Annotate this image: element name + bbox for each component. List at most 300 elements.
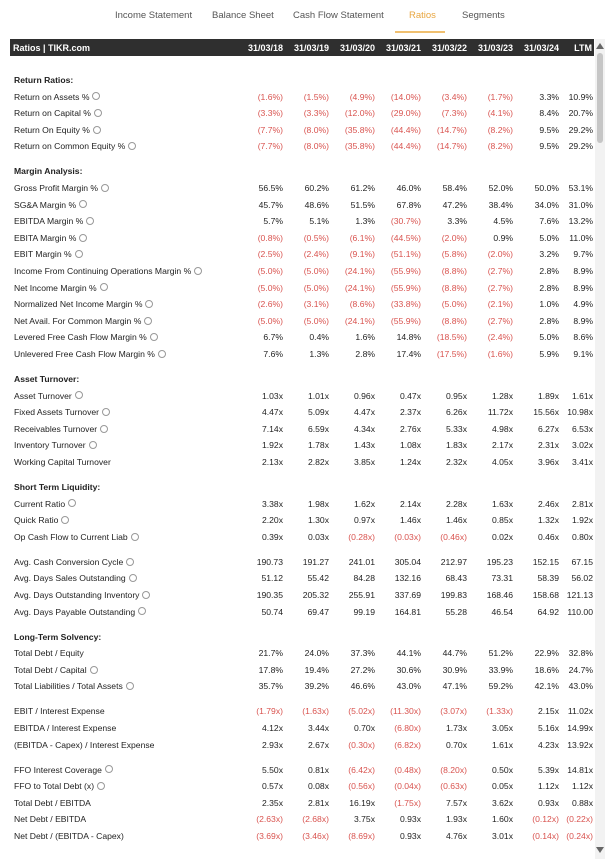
table-cell: 99.19 xyxy=(353,606,375,617)
table-cell: 4.05x xyxy=(491,457,513,467)
table-cell: 152.15 xyxy=(532,556,559,567)
table-cell: 2.28x xyxy=(445,498,467,509)
table-row xyxy=(10,263,594,279)
info-icon[interactable] xyxy=(145,300,153,308)
table-cell: 17.4% xyxy=(396,349,421,359)
table-cell: 45.7% xyxy=(258,199,283,210)
table-cell: (3.69x) xyxy=(256,831,283,841)
section-header xyxy=(10,163,594,179)
table-cell: 3.62x xyxy=(491,797,513,808)
table-cell: 0.9% xyxy=(493,232,513,243)
table-cell: 2.20x xyxy=(261,515,283,526)
table-cell: 2.8% xyxy=(539,315,559,326)
table-cell: 1.92x xyxy=(571,515,593,526)
table-cell: 39.2% xyxy=(304,681,329,692)
table-cell: (8.69x) xyxy=(348,831,375,841)
table-cell: 1.03x xyxy=(261,390,283,401)
info-icon[interactable] xyxy=(126,682,134,690)
metric-label: Net Income Margin % xyxy=(14,283,108,293)
table-cell: 30.9% xyxy=(442,664,467,675)
table-cell: (24.1%) xyxy=(344,266,375,276)
table-cell: 2.67x xyxy=(307,739,329,750)
section-header xyxy=(10,479,594,495)
metric-label: Levered Free Cash Flow Margin % xyxy=(14,332,158,342)
info-icon[interactable] xyxy=(79,200,87,208)
table-cell: (2.7%) xyxy=(487,266,513,276)
table-row xyxy=(10,346,594,362)
metric-label: Return on Common Equity % xyxy=(14,141,136,151)
metric-label: Return On Equity % xyxy=(14,125,101,135)
info-icon[interactable] xyxy=(92,92,100,100)
table-cell: 10.98x xyxy=(567,407,593,418)
metric-label: Quick Ratio xyxy=(14,515,69,525)
table-cell: 44.1% xyxy=(396,648,421,659)
metric-label: Total Debt / EBITDA xyxy=(14,797,91,808)
table-cell: 18.6% xyxy=(534,664,559,675)
table-cell: 59.2% xyxy=(488,681,513,692)
info-icon[interactable] xyxy=(105,765,113,773)
table-cell: (3.1%) xyxy=(303,299,329,310)
table-cell: (2.7%) xyxy=(487,282,513,293)
info-icon[interactable] xyxy=(68,499,76,507)
section-header xyxy=(10,629,594,645)
statement-tabs xyxy=(0,0,607,36)
table-cell: 2.37x xyxy=(399,407,421,418)
table-cell: (0.28x) xyxy=(348,531,375,542)
table-cell: 0.85x xyxy=(491,515,513,526)
table-cell: (44.4%) xyxy=(390,141,421,152)
info-icon[interactable] xyxy=(138,607,146,615)
table-cell: 11.0% xyxy=(569,232,593,243)
info-icon[interactable] xyxy=(101,184,109,192)
table-cell: (8.6%) xyxy=(349,299,375,310)
table-cell: 43.0% xyxy=(396,681,421,692)
table-cell: 3.3% xyxy=(447,216,467,227)
table-cell: 50.74 xyxy=(261,606,283,617)
table-cell: (8.2%) xyxy=(487,124,513,135)
table-cell: (5.0%) xyxy=(303,266,329,276)
metric-label: Working Capital Turnover xyxy=(14,457,111,467)
table-cell: 190.35 xyxy=(256,590,283,600)
table-cell: 53.1% xyxy=(568,183,593,193)
table-cell: (9.1%) xyxy=(349,249,375,260)
table-cell: 14.8% xyxy=(396,332,421,343)
table-cell: 0.81x xyxy=(307,764,329,775)
table-cell: 255.91 xyxy=(348,590,375,600)
table-row xyxy=(10,421,594,437)
table-cell: 0.93x xyxy=(399,831,421,841)
metric-label: EBIT / Interest Expense xyxy=(14,706,105,717)
metric-label: FFO to Total Debt (x) xyxy=(14,781,105,791)
table-cell: 3.3% xyxy=(539,91,559,102)
table-cell: 132.16 xyxy=(394,573,421,584)
table-cell: 27.2% xyxy=(350,664,375,675)
metric-label: Current Ratio xyxy=(14,499,76,509)
table-cell: (51.1%) xyxy=(390,249,421,260)
table-cell: 1.3% xyxy=(355,216,375,227)
table-cell: 2.76x xyxy=(399,423,421,434)
table-cell: 191.27 xyxy=(302,556,329,567)
table-cell: 3.85x xyxy=(353,457,375,467)
table-cell: (5.02x) xyxy=(348,706,375,717)
period-header: 31/03/24 xyxy=(523,43,559,53)
table-cell: 2.14x xyxy=(399,498,421,509)
table-cell: (6.82x) xyxy=(394,739,421,750)
table-cell: (0.04x) xyxy=(394,781,421,792)
table-cell: (55.9%) xyxy=(390,315,421,326)
table-row xyxy=(10,645,594,661)
table-cell: (11.30x) xyxy=(390,706,421,717)
table-cell: 0.57x xyxy=(261,781,283,792)
info-icon[interactable] xyxy=(129,574,137,582)
table-cell: (0.14x) xyxy=(532,831,559,841)
table-cell: (2.0%) xyxy=(487,249,513,260)
table-cell: 69.47 xyxy=(307,606,329,617)
table-row xyxy=(10,313,594,329)
table-cell: 168.46 xyxy=(486,590,513,600)
table-cell: 0.39x xyxy=(261,531,283,542)
table-cell: 2.17x xyxy=(491,440,513,451)
tab-balance-sheet[interactable]: Balance Sheet xyxy=(212,10,274,21)
metric-label: Net Avail. For Common Margin % xyxy=(14,316,152,326)
table-cell: 29.2% xyxy=(568,124,593,135)
metric-label: Op Cash Flow to Current Liab xyxy=(14,532,139,542)
table-cell: 3.01x xyxy=(491,831,513,841)
table-cell: 1.28x xyxy=(491,390,513,401)
table-cell: 3.44x xyxy=(307,723,329,733)
table-cell: 3.75x xyxy=(353,814,375,825)
table-header xyxy=(10,39,594,56)
table-cell: 1.12x xyxy=(571,781,593,792)
table-cell: (3.3%) xyxy=(303,108,329,119)
table-cell: 4.12x xyxy=(261,723,283,733)
table-cell: 4.34x xyxy=(353,423,375,434)
table-row xyxy=(10,604,594,620)
table-cell: 0.93x xyxy=(399,814,421,825)
table-cell: 67.8% xyxy=(396,199,421,210)
table-cell: 46.54 xyxy=(491,606,513,617)
table-cell: 22.9% xyxy=(534,648,559,659)
table-cell: 0.03x xyxy=(307,531,329,542)
table-cell: 1.6% xyxy=(355,332,375,343)
tab-cash-flow-statement[interactable]: Cash Flow Statement xyxy=(293,10,384,21)
table-cell: (7.7%) xyxy=(257,141,283,152)
table-row xyxy=(10,437,594,453)
table-cell: 0.47x xyxy=(399,390,421,401)
table-row xyxy=(10,197,594,213)
table-cell: 37.3% xyxy=(350,648,375,659)
scrollbar-thumb[interactable] xyxy=(597,53,603,143)
tab-ratios[interactable]: Ratios xyxy=(409,10,436,21)
table-cell: (0.22x) xyxy=(566,814,593,825)
table-cell: (2.4%) xyxy=(303,249,329,260)
table-cell: 13.2% xyxy=(568,216,593,227)
table-cell: 67.15 xyxy=(571,556,593,567)
table-cell: (8.2%) xyxy=(487,141,513,152)
table-cell: 3.2% xyxy=(539,249,559,260)
period-header-ltm: LTM xyxy=(574,43,592,53)
table-cell: (12.0%) xyxy=(344,108,375,119)
table-cell: 0.70x xyxy=(353,723,375,733)
table-cell: (35.8%) xyxy=(344,124,375,135)
table-cell: 1.12x xyxy=(537,781,559,792)
info-icon[interactable] xyxy=(89,441,97,449)
table-cell: 1.0% xyxy=(539,299,559,310)
table-row xyxy=(10,280,594,296)
info-icon[interactable] xyxy=(100,425,108,433)
table-row xyxy=(10,105,594,121)
info-icon[interactable] xyxy=(150,333,158,341)
table-cell: (0.5%) xyxy=(303,232,329,243)
table-cell: 5.7% xyxy=(263,216,283,227)
info-icon[interactable] xyxy=(79,234,87,242)
table-row xyxy=(10,512,594,528)
table-cell: (18.5%) xyxy=(436,332,467,343)
table-cell: (2.7%) xyxy=(487,315,513,326)
info-icon[interactable] xyxy=(100,283,108,291)
table-cell: 55.28 xyxy=(445,606,467,617)
vertical-scrollbar[interactable] xyxy=(595,39,605,859)
metric-label: Inventory Turnover xyxy=(14,440,97,450)
info-icon[interactable] xyxy=(128,142,136,150)
section-title: Long-Term Solvency: xyxy=(14,631,102,642)
table-cell: (8.8%) xyxy=(441,266,467,276)
period-header: 31/03/21 xyxy=(385,43,421,53)
table-cell: (3.3%) xyxy=(257,108,283,119)
table-cell: (1.6%) xyxy=(257,91,283,102)
table-cell: (33.8%) xyxy=(390,299,421,310)
metric-label: Return on Assets % xyxy=(14,92,100,102)
table-cell: 0.08x xyxy=(307,781,329,792)
table-row xyxy=(10,762,594,778)
table-row xyxy=(10,570,594,586)
table-cell: (6.80x) xyxy=(394,723,421,733)
table-cell: 190.73 xyxy=(256,556,283,567)
info-icon[interactable] xyxy=(126,558,134,566)
table-cell: (8.20x) xyxy=(440,764,467,775)
table-cell: (1.7%) xyxy=(487,91,513,102)
table-cell: 2.82x xyxy=(307,457,329,467)
table-cell: 5.9% xyxy=(539,349,559,359)
table-cell: (3.4%) xyxy=(441,91,467,102)
table-cell: (5.0%) xyxy=(257,315,283,326)
table-cell: 11.72x xyxy=(487,407,513,418)
table-cell: 32.8% xyxy=(568,648,593,659)
table-cell: 24.7% xyxy=(568,664,593,675)
table-cell: (2.5%) xyxy=(257,249,283,260)
table-cell: 46.0% xyxy=(396,183,421,193)
tab-income-statement[interactable]: Income Statement xyxy=(115,10,193,21)
section-title: Short Term Liquidity: xyxy=(14,482,101,492)
table-cell: 56.5% xyxy=(258,183,283,193)
table-cell: 212.97 xyxy=(440,556,467,567)
table-row xyxy=(10,122,594,138)
table-cell: (8.0%) xyxy=(303,124,329,135)
table-cell: 7.14x xyxy=(261,423,283,434)
table-cell: 0.88x xyxy=(571,797,593,808)
table-cell: 1.62x xyxy=(353,498,375,509)
info-icon[interactable] xyxy=(93,126,101,134)
info-icon[interactable] xyxy=(144,317,152,325)
table-cell: 121.13 xyxy=(566,590,593,600)
table-cell: (1.5%) xyxy=(303,91,329,102)
table-cell: 2.15x xyxy=(537,706,559,717)
table-cell: (1.33x) xyxy=(486,706,513,717)
metric-label: EBITDA Margin % xyxy=(14,216,94,226)
table-row xyxy=(10,662,594,678)
metric-label: Gross Profit Margin % xyxy=(14,183,109,193)
table-cell: 6.27x xyxy=(537,423,559,434)
metric-label: Avg. Days Payable Outstanding xyxy=(14,607,146,617)
table-cell: 1.63x xyxy=(491,498,513,509)
tab-segments[interactable]: Segments xyxy=(462,10,505,21)
table-cell: (2.68x) xyxy=(302,814,329,825)
metric-label: Avg. Cash Conversion Cycle xyxy=(14,557,134,567)
info-icon[interactable] xyxy=(142,591,150,599)
metric-label: Net Debt / EBITDA xyxy=(14,814,87,825)
table-cell: 1.24x xyxy=(399,457,421,467)
info-icon[interactable] xyxy=(61,516,69,524)
table-cell: 47.1% xyxy=(442,681,467,692)
table-cell: 58.4% xyxy=(442,183,467,193)
metric-label: Total Debt / Capital xyxy=(14,665,98,675)
table-cell: (7.7%) xyxy=(257,124,283,135)
table-cell: 8.9% xyxy=(573,315,593,326)
table-cell: 3.38x xyxy=(261,498,283,509)
info-icon[interactable] xyxy=(75,250,83,258)
section-title: Asset Turnover: xyxy=(14,374,80,384)
info-icon[interactable] xyxy=(75,391,83,399)
metric-label: EBIT Margin % xyxy=(14,249,83,259)
table-row xyxy=(10,737,594,753)
table-row xyxy=(10,404,594,420)
table-cell: 21.7% xyxy=(258,648,283,659)
table-cell: 1.78x xyxy=(307,440,329,451)
table-row xyxy=(10,720,594,736)
table-cell: (5.0%) xyxy=(441,299,467,310)
table-cell: (14.7%) xyxy=(436,124,467,135)
table-cell: 6.53x xyxy=(571,423,593,434)
table-cell: 5.16x xyxy=(537,723,559,733)
table-cell: (44.5%) xyxy=(390,232,421,243)
table-cell: (0.46x) xyxy=(440,531,467,542)
table-cell: 2.81x xyxy=(307,797,329,808)
table-cell: 241.01 xyxy=(348,556,375,567)
table-cell: 2.32x xyxy=(445,457,467,467)
table-cell: (5.0%) xyxy=(303,282,329,293)
table-cell: 9.7% xyxy=(573,249,593,260)
table-cell: 5.39x xyxy=(537,764,559,775)
table-row xyxy=(10,454,594,470)
table-cell: 3.41x xyxy=(571,457,593,467)
info-icon[interactable] xyxy=(94,109,102,117)
table-cell: 0.80x xyxy=(571,531,593,542)
table-cell: 8.9% xyxy=(573,266,593,276)
table-cell: 29.2% xyxy=(568,141,593,152)
info-icon[interactable] xyxy=(97,782,105,790)
table-cell: 1.46x xyxy=(399,515,421,526)
table-cell: (14.7%) xyxy=(436,141,467,152)
table-cell: 2.31x xyxy=(537,440,559,451)
table-cell: 2.8% xyxy=(539,266,559,276)
table-cell: 4.76x xyxy=(445,831,467,841)
table-cell: 9.5% xyxy=(539,124,559,135)
scroll-up-icon[interactable] xyxy=(596,43,604,49)
info-icon[interactable] xyxy=(90,666,98,674)
table-cell: 0.96x xyxy=(353,390,375,401)
table-cell: 5.50x xyxy=(261,764,283,775)
table-cell: 0.46x xyxy=(537,531,559,542)
table-cell: (29.0%) xyxy=(390,108,421,119)
table-cell: (0.56x) xyxy=(348,781,375,792)
metric-label: Avg. Days Sales Outstanding xyxy=(14,573,137,583)
info-icon[interactable] xyxy=(158,350,166,358)
table-cell: 1.60x xyxy=(491,814,513,825)
table-cell: 1.01x xyxy=(307,390,329,401)
table-cell: 0.05x xyxy=(491,781,513,792)
table-cell: 16.19x xyxy=(349,797,375,808)
table-cell: 68.43 xyxy=(445,573,467,584)
table-cell: 35.7% xyxy=(258,681,283,692)
table-cell: 5.09x xyxy=(307,407,329,418)
table-row xyxy=(10,811,594,827)
table-cell: (6.1%) xyxy=(349,232,375,243)
table-cell: 4.9% xyxy=(573,299,593,310)
table-cell: 6.7% xyxy=(263,332,283,343)
section-header xyxy=(10,72,594,88)
metric-label: Total Liabilities / Total Assets xyxy=(14,681,134,691)
table-cell: (1.6%) xyxy=(487,349,513,359)
table-cell: 7.6% xyxy=(263,349,283,359)
info-icon[interactable] xyxy=(102,408,110,416)
table-cell: (6.42x) xyxy=(348,764,375,775)
table-cell: (0.30x) xyxy=(348,739,375,750)
info-icon[interactable] xyxy=(86,217,94,225)
table-cell: 2.35x xyxy=(261,797,283,808)
table-cell: 14.99x xyxy=(567,723,593,733)
table-cell: 14.81x xyxy=(567,764,593,775)
table-cell: (35.8%) xyxy=(344,141,375,152)
table-cell: 46.6% xyxy=(350,681,375,692)
table-row xyxy=(10,138,594,154)
table-cell: 6.26x xyxy=(445,407,467,418)
table-cell: 55.42 xyxy=(307,573,329,584)
section-title: Return Ratios: xyxy=(14,75,74,85)
table-cell: 33.9% xyxy=(488,664,513,675)
table-cell: 1.89x xyxy=(537,390,559,401)
period-header: 31/03/18 xyxy=(247,43,283,53)
table-row xyxy=(10,587,594,603)
table-cell: 337.69 xyxy=(394,590,421,600)
table-cell: 6.59x xyxy=(307,423,329,434)
table-cell: 4.47x xyxy=(353,407,375,418)
table-row xyxy=(10,554,594,570)
table-cell: (1.79x) xyxy=(256,706,283,717)
table-cell: 1.83x xyxy=(445,440,467,451)
table-cell: 0.93x xyxy=(537,797,559,808)
info-icon[interactable] xyxy=(131,533,139,541)
table-cell: 1.73x xyxy=(445,723,467,733)
table-cell: 1.46x xyxy=(445,515,467,526)
table-cell: 199.83 xyxy=(440,590,467,600)
table-cell: (2.0%) xyxy=(441,232,467,243)
table-row xyxy=(10,246,594,262)
info-icon[interactable] xyxy=(194,267,202,275)
table-cell: 1.32x xyxy=(537,515,559,526)
table-cell: 1.30x xyxy=(307,515,329,526)
table-cell: 5.0% xyxy=(539,332,559,343)
scroll-down-icon[interactable] xyxy=(596,847,604,853)
